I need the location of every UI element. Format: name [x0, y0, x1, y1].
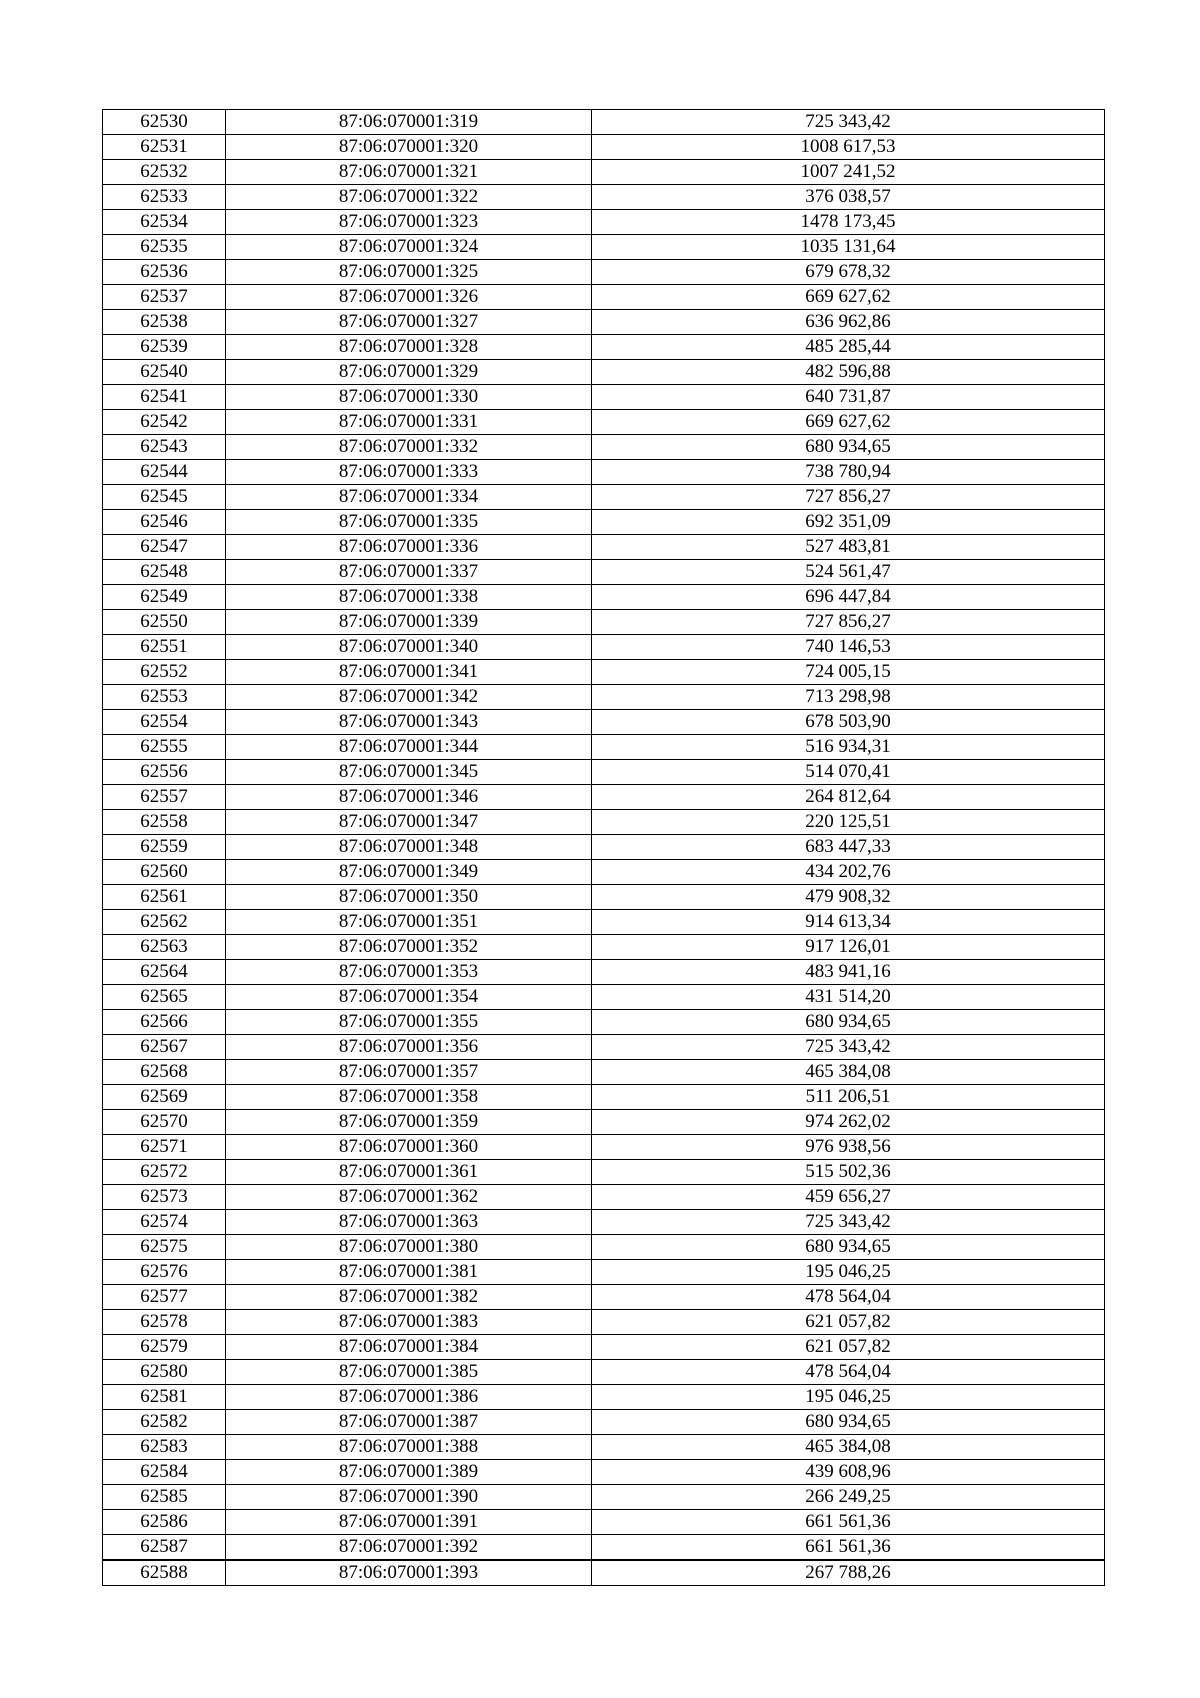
cadastral-value-cell: 515 502,36 [592, 1160, 1105, 1185]
cadastral-value-cell: 680 934,65 [592, 1010, 1105, 1035]
row-number-cell: 62572 [103, 1160, 226, 1185]
row-number-cell: 62543 [103, 435, 226, 460]
cadastral-value-cell: 724 005,15 [592, 660, 1105, 685]
cadastral-value-cell: 465 384,08 [592, 1060, 1105, 1085]
cadastral-number-cell: 87:06:070001:386 [226, 1385, 592, 1410]
table-row [103, 585, 1105, 610]
table-row [103, 1435, 1105, 1460]
row-number-cell: 62569 [103, 1085, 226, 1110]
row-number-cell: 62583 [103, 1435, 226, 1460]
row-number-cell: 62558 [103, 810, 226, 835]
row-number-cell: 62536 [103, 260, 226, 285]
cadastral-number-cell: 87:06:070001:393 [226, 1560, 592, 1586]
row-number-cell: 62539 [103, 335, 226, 360]
table-row [103, 485, 1105, 510]
table-row [103, 560, 1105, 585]
table-row [103, 1110, 1105, 1135]
table-row [103, 1460, 1105, 1485]
table-row [103, 360, 1105, 385]
cadastral-value-cell: 465 384,08 [592, 1435, 1105, 1460]
cadastral-value-cell: 478 564,04 [592, 1285, 1105, 1310]
cadastral-number-cell: 87:06:070001:337 [226, 560, 592, 585]
table-row [103, 1035, 1105, 1060]
row-number-cell: 62546 [103, 510, 226, 535]
cadastral-number-cell: 87:06:070001:336 [226, 535, 592, 560]
row-number-cell: 62535 [103, 235, 226, 260]
row-number-cell: 62538 [103, 310, 226, 335]
cadastral-number-cell: 87:06:070001:363 [226, 1210, 592, 1235]
cadastral-number-cell: 87:06:070001:383 [226, 1310, 592, 1335]
row-number-cell: 62530 [103, 110, 226, 135]
row-number-cell: 62561 [103, 885, 226, 910]
cadastral-number-cell: 87:06:070001:331 [226, 410, 592, 435]
cadastral-value-table [102, 109, 1105, 1586]
table-row [103, 1085, 1105, 1110]
table-row [103, 610, 1105, 635]
cadastral-value-cell: 678 503,90 [592, 710, 1105, 735]
cadastral-number-cell: 87:06:070001:319 [226, 110, 592, 135]
cadastral-number-cell: 87:06:070001:352 [226, 935, 592, 960]
table-row [103, 1385, 1105, 1410]
table-row [103, 1410, 1105, 1435]
cadastral-number-cell: 87:06:070001:349 [226, 860, 592, 885]
cadastral-value-cell: 511 206,51 [592, 1085, 1105, 1110]
row-number-cell: 62533 [103, 185, 226, 210]
row-number-cell: 62532 [103, 160, 226, 185]
cadastral-value-cell: 1007 241,52 [592, 160, 1105, 185]
cadastral-number-cell: 87:06:070001:350 [226, 885, 592, 910]
cadastral-number-cell: 87:06:070001:380 [226, 1235, 592, 1260]
row-number-cell: 62531 [103, 135, 226, 160]
table-row [103, 910, 1105, 935]
cadastral-number-cell: 87:06:070001:334 [226, 485, 592, 510]
cadastral-value-cell: 621 057,82 [592, 1310, 1105, 1335]
row-number-cell: 62562 [103, 910, 226, 935]
cadastral-value-cell: 483 941,16 [592, 960, 1105, 985]
cadastral-value-cell: 713 298,98 [592, 685, 1105, 710]
row-number-cell: 62544 [103, 460, 226, 485]
cadastral-number-cell: 87:06:070001:385 [226, 1360, 592, 1385]
cadastral-number-cell: 87:06:070001:324 [226, 235, 592, 260]
cadastral-number-cell: 87:06:070001:358 [226, 1085, 592, 1110]
row-number-cell: 62581 [103, 1385, 226, 1410]
cadastral-number-cell: 87:06:070001:359 [226, 1110, 592, 1135]
cadastral-value-cell: 482 596,88 [592, 360, 1105, 385]
cadastral-number-cell: 87:06:070001:321 [226, 160, 592, 185]
row-number-cell: 62540 [103, 360, 226, 385]
cadastral-value-cell: 683 447,33 [592, 835, 1105, 860]
cadastral-number-cell: 87:06:070001:342 [226, 685, 592, 710]
cadastral-number-cell: 87:06:070001:341 [226, 660, 592, 685]
cadastral-number-cell: 87:06:070001:325 [226, 260, 592, 285]
table-row [103, 935, 1105, 960]
table-row [103, 885, 1105, 910]
row-number-cell: 62553 [103, 685, 226, 710]
table-row [103, 135, 1105, 160]
cadastral-number-cell: 87:06:070001:387 [226, 1410, 592, 1435]
cadastral-number-cell: 87:06:070001:391 [226, 1510, 592, 1535]
cadastral-value-cell: 727 856,27 [592, 610, 1105, 635]
row-number-cell: 62542 [103, 410, 226, 435]
cadastral-value-cell: 692 351,09 [592, 510, 1105, 535]
cadastral-value-cell: 434 202,76 [592, 860, 1105, 885]
table-row [103, 210, 1105, 235]
cadastral-value-cell: 267 788,26 [592, 1560, 1105, 1586]
table-row [103, 785, 1105, 810]
cadastral-value-cell: 266 249,25 [592, 1485, 1105, 1510]
cadastral-value-cell: 661 561,36 [592, 1535, 1105, 1561]
table-row [103, 735, 1105, 760]
row-number-cell: 62579 [103, 1335, 226, 1360]
cadastral-value-cell: 514 070,41 [592, 760, 1105, 785]
cadastral-number-cell: 87:06:070001:361 [226, 1160, 592, 1185]
cadastral-number-cell: 87:06:070001:326 [226, 285, 592, 310]
table-row [103, 110, 1105, 135]
table-row [103, 1235, 1105, 1260]
cadastral-value-cell: 376 038,57 [592, 185, 1105, 210]
cadastral-value-cell: 1035 131,64 [592, 235, 1105, 260]
cadastral-number-cell: 87:06:070001:390 [226, 1485, 592, 1510]
table-row [103, 260, 1105, 285]
cadastral-number-cell: 87:06:070001:329 [226, 360, 592, 385]
table-body [103, 110, 1105, 1586]
cadastral-number-cell: 87:06:070001:351 [226, 910, 592, 935]
table-row [103, 335, 1105, 360]
cadastral-value-cell: 516 934,31 [592, 735, 1105, 760]
table-row [103, 1210, 1105, 1235]
cadastral-value-cell: 459 656,27 [592, 1185, 1105, 1210]
cadastral-number-cell: 87:06:070001:382 [226, 1285, 592, 1310]
cadastral-value-cell: 640 731,87 [592, 385, 1105, 410]
cadastral-value-cell: 914 613,34 [592, 910, 1105, 935]
cadastral-value-cell: 974 262,02 [592, 1110, 1105, 1135]
row-number-cell: 62563 [103, 935, 226, 960]
cadastral-number-cell: 87:06:070001:345 [226, 760, 592, 785]
cadastral-value-cell: 485 285,44 [592, 335, 1105, 360]
cadastral-value-cell: 738 780,94 [592, 460, 1105, 485]
cadastral-value-cell: 524 561,47 [592, 560, 1105, 585]
row-number-cell: 62555 [103, 735, 226, 760]
row-number-cell: 62545 [103, 485, 226, 510]
row-number-cell: 62557 [103, 785, 226, 810]
cadastral-value-cell: 478 564,04 [592, 1360, 1105, 1385]
cadastral-number-cell: 87:06:070001:353 [226, 960, 592, 985]
table-row [103, 1485, 1105, 1510]
table-row [103, 235, 1105, 260]
table-row [103, 1560, 1105, 1586]
cadastral-number-cell: 87:06:070001:320 [226, 135, 592, 160]
cadastral-number-cell: 87:06:070001:335 [226, 510, 592, 535]
cadastral-number-cell: 87:06:070001:347 [226, 810, 592, 835]
table-row [103, 635, 1105, 660]
table-row [103, 1260, 1105, 1285]
cadastral-value-cell: 1008 617,53 [592, 135, 1105, 160]
table-row [103, 835, 1105, 860]
row-number-cell: 62566 [103, 1010, 226, 1035]
cadastral-number-cell: 87:06:070001:330 [226, 385, 592, 410]
table-row [103, 535, 1105, 560]
cadastral-value-cell: 725 343,42 [592, 110, 1105, 135]
cadastral-number-cell: 87:06:070001:357 [226, 1060, 592, 1085]
table-row [103, 985, 1105, 1010]
row-number-cell: 62575 [103, 1235, 226, 1260]
table-row [103, 685, 1105, 710]
table-row [103, 285, 1105, 310]
table-row [103, 410, 1105, 435]
table-row [103, 1010, 1105, 1035]
cadastral-value-cell: 439 608,96 [592, 1460, 1105, 1485]
row-number-cell: 62573 [103, 1185, 226, 1210]
cadastral-value-cell: 669 627,62 [592, 410, 1105, 435]
cadastral-number-cell: 87:06:070001:323 [226, 210, 592, 235]
row-number-cell: 62547 [103, 535, 226, 560]
row-number-cell: 62574 [103, 1210, 226, 1235]
cadastral-number-cell: 87:06:070001:328 [226, 335, 592, 360]
cadastral-number-cell: 87:06:070001:338 [226, 585, 592, 610]
cadastral-value-cell: 679 678,32 [592, 260, 1105, 285]
cadastral-value-cell: 621 057,82 [592, 1335, 1105, 1360]
cadastral-number-cell: 87:06:070001:362 [226, 1185, 592, 1210]
row-number-cell: 62567 [103, 1035, 226, 1060]
cadastral-number-cell: 87:06:070001:340 [226, 635, 592, 660]
row-number-cell: 62541 [103, 385, 226, 410]
cadastral-number-cell: 87:06:070001:384 [226, 1335, 592, 1360]
row-number-cell: 62586 [103, 1510, 226, 1535]
row-number-cell: 62571 [103, 1135, 226, 1160]
cadastral-number-cell: 87:06:070001:389 [226, 1460, 592, 1485]
cadastral-value-cell: 917 126,01 [592, 935, 1105, 960]
cadastral-number-cell: 87:06:070001:388 [226, 1435, 592, 1460]
table-row [103, 160, 1105, 185]
row-number-cell: 62584 [103, 1460, 226, 1485]
cadastral-number-cell: 87:06:070001:327 [226, 310, 592, 335]
cadastral-number-cell: 87:06:070001:346 [226, 785, 592, 810]
row-number-cell: 62552 [103, 660, 226, 685]
row-number-cell: 62570 [103, 1110, 226, 1135]
row-number-cell: 62582 [103, 1410, 226, 1435]
row-number-cell: 62550 [103, 610, 226, 635]
cadastral-value-cell: 220 125,51 [592, 810, 1105, 835]
table-row [103, 1510, 1105, 1535]
row-number-cell: 62551 [103, 635, 226, 660]
cadastral-value-cell: 976 938,56 [592, 1135, 1105, 1160]
table-row [103, 710, 1105, 735]
table-row [103, 385, 1105, 410]
cadastral-value-cell: 661 561,36 [592, 1510, 1105, 1535]
cadastral-value-cell: 680 934,65 [592, 1235, 1105, 1260]
cadastral-value-cell: 431 514,20 [592, 985, 1105, 1010]
cadastral-value-cell: 740 146,53 [592, 635, 1105, 660]
table-row [103, 1185, 1105, 1210]
cadastral-value-cell: 669 627,62 [592, 285, 1105, 310]
cadastral-value-cell: 636 962,86 [592, 310, 1105, 335]
cadastral-value-cell: 727 856,27 [592, 485, 1105, 510]
cadastral-number-cell: 87:06:070001:354 [226, 985, 592, 1010]
row-number-cell: 62537 [103, 285, 226, 310]
row-number-cell: 62564 [103, 960, 226, 985]
cadastral-value-cell: 527 483,81 [592, 535, 1105, 560]
table-row [103, 1310, 1105, 1335]
row-number-cell: 62556 [103, 760, 226, 785]
table-row [103, 1360, 1105, 1385]
table-row [103, 760, 1105, 785]
cadastral-number-cell: 87:06:070001:333 [226, 460, 592, 485]
cadastral-number-cell: 87:06:070001:381 [226, 1260, 592, 1285]
cadastral-value-cell: 680 934,65 [592, 1410, 1105, 1435]
row-number-cell: 62560 [103, 860, 226, 885]
row-number-cell: 62534 [103, 210, 226, 235]
table-row [103, 1160, 1105, 1185]
cadastral-number-cell: 87:06:070001:348 [226, 835, 592, 860]
cadastral-value-cell: 725 343,42 [592, 1210, 1105, 1235]
row-number-cell: 62554 [103, 710, 226, 735]
row-number-cell: 62577 [103, 1285, 226, 1310]
table-row [103, 460, 1105, 485]
row-number-cell: 62580 [103, 1360, 226, 1385]
cadastral-value-cell: 680 934,65 [592, 435, 1105, 460]
row-number-cell: 62576 [103, 1260, 226, 1285]
table-row [103, 510, 1105, 535]
cadastral-number-cell: 87:06:070001:339 [226, 610, 592, 635]
table-row [103, 1135, 1105, 1160]
row-number-cell: 62578 [103, 1310, 226, 1335]
cadastral-number-cell: 87:06:070001:392 [226, 1535, 592, 1561]
row-number-cell: 62559 [103, 835, 226, 860]
cadastral-value-cell: 1478 173,45 [592, 210, 1105, 235]
row-number-cell: 62549 [103, 585, 226, 610]
cadastral-number-cell: 87:06:070001:355 [226, 1010, 592, 1035]
table-row [103, 1535, 1105, 1561]
table-row [103, 810, 1105, 835]
cadastral-number-cell: 87:06:070001:356 [226, 1035, 592, 1060]
table-row [103, 860, 1105, 885]
cadastral-value-cell: 479 908,32 [592, 885, 1105, 910]
table-row [103, 435, 1105, 460]
row-number-cell: 62588 [103, 1560, 226, 1586]
cadastral-value-cell: 195 046,25 [592, 1260, 1105, 1285]
table-row [103, 1335, 1105, 1360]
cadastral-number-cell: 87:06:070001:343 [226, 710, 592, 735]
row-number-cell: 62568 [103, 1060, 226, 1085]
cadastral-value-cell: 725 343,42 [592, 1035, 1105, 1060]
row-number-cell: 62587 [103, 1535, 226, 1561]
table-row [103, 660, 1105, 685]
row-number-cell: 62585 [103, 1485, 226, 1510]
cadastral-value-cell: 696 447,84 [592, 585, 1105, 610]
cadastral-value-cell: 195 046,25 [592, 1385, 1105, 1410]
table-row [103, 960, 1105, 985]
table-row [103, 1285, 1105, 1310]
table-row [103, 185, 1105, 210]
table-row [103, 310, 1105, 335]
row-number-cell: 62565 [103, 985, 226, 1010]
cadastral-number-cell: 87:06:070001:344 [226, 735, 592, 760]
row-number-cell: 62548 [103, 560, 226, 585]
cadastral-number-cell: 87:06:070001:332 [226, 435, 592, 460]
cadastral-number-cell: 87:06:070001:360 [226, 1135, 592, 1160]
cadastral-number-cell: 87:06:070001:322 [226, 185, 592, 210]
table-row [103, 1060, 1105, 1085]
cadastral-value-cell: 264 812,64 [592, 785, 1105, 810]
